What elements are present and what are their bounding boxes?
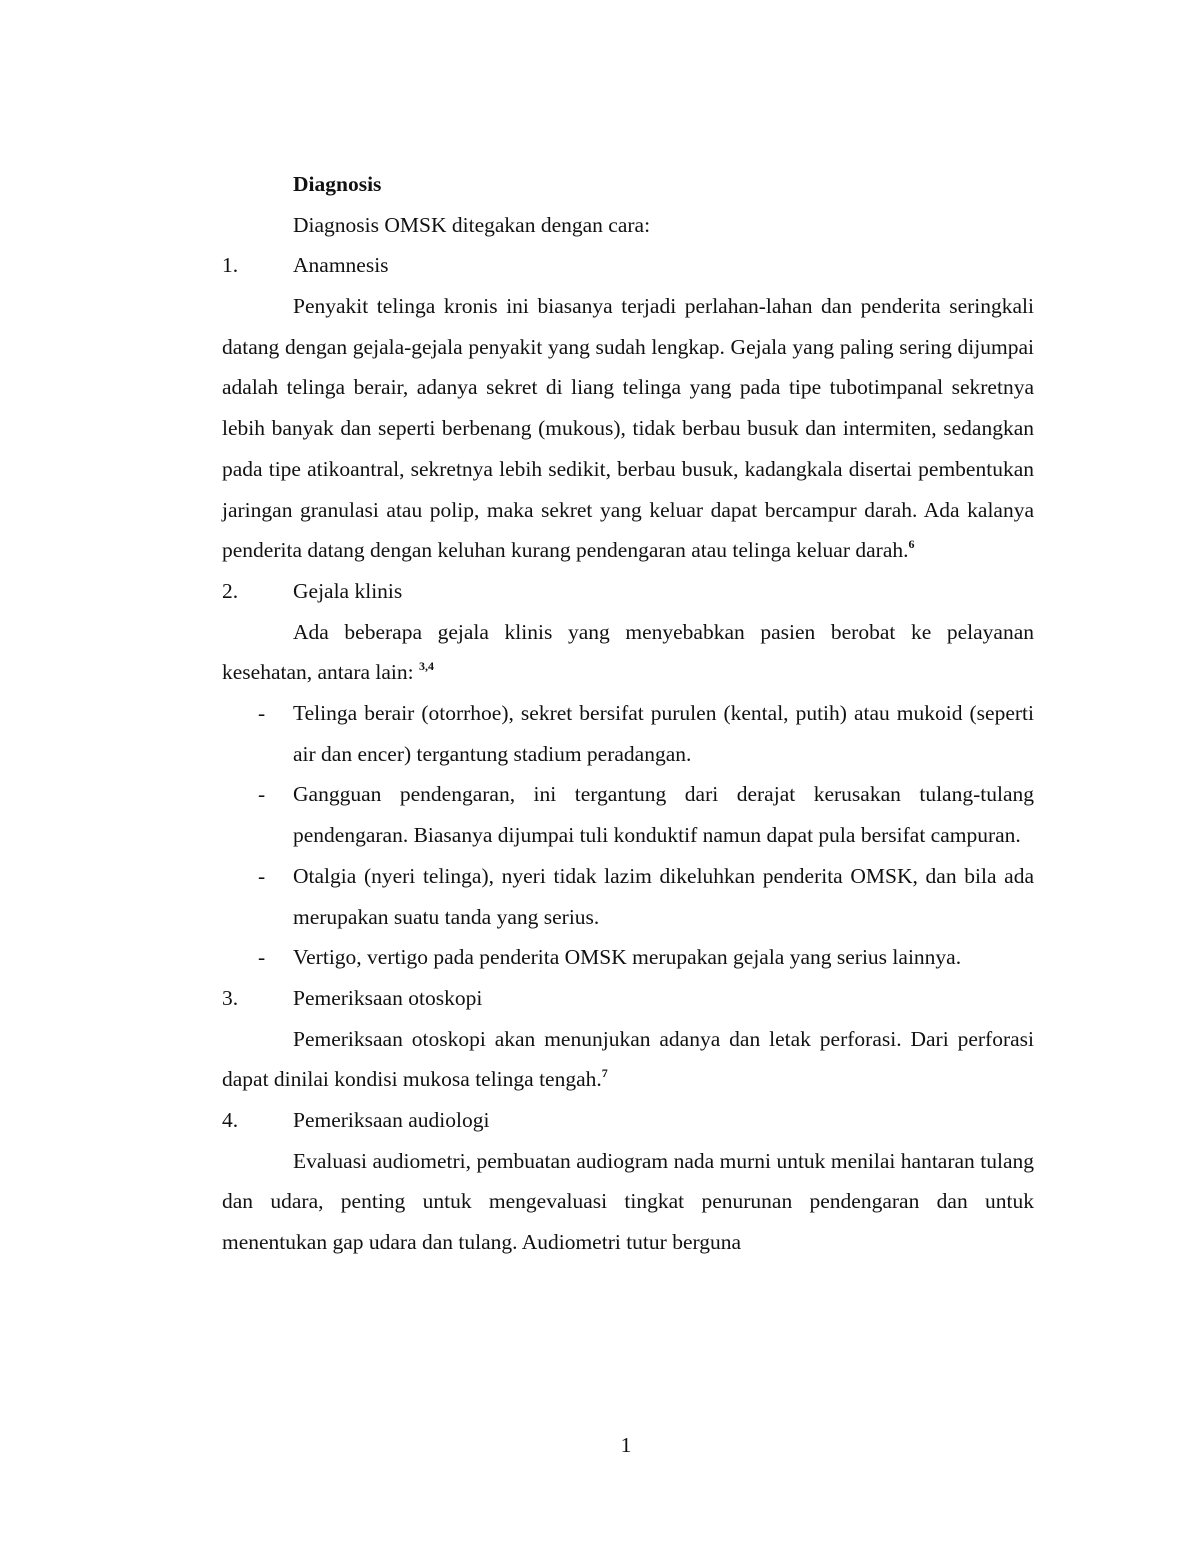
bullet-item [222, 693, 1034, 774]
paragraph-text: Ada beberapa gejala klinis yang menyebabkan pasien berobat ke pelayanan kesehatan, antara lain: [222, 619, 1034, 685]
bullet-dash: - [258, 863, 266, 888]
paragraph-text: Pemeriksaan otoskopi akan menunjukan adanya dan letak perforasi. Dari perforasi dapat dinilai kondisi mukosa telinga tengah. [222, 1026, 1034, 1092]
bullet-item [222, 774, 1034, 855]
item-title: Pemeriksaan otoskopi [293, 986, 483, 1010]
bullet-dash: - [258, 945, 266, 970]
item-title: Pemeriksaan audiologi [293, 1108, 490, 1133]
bullet-text: Vertigo, vertigo pada penderita OMSK merupakan gejala yang serius lainnya. [293, 945, 962, 970]
item-title: Gejala klinis [293, 578, 403, 603]
document-body [222, 164, 1034, 1263]
bullet-dash: - [258, 782, 266, 807]
item-number: 1. [222, 253, 239, 278]
item-title: Anamnesis [293, 253, 389, 278]
paragraph-otoskopi [222, 1019, 1034, 1100]
bullet-dash: - [258, 701, 266, 726]
paragraph-audiologi [222, 1141, 1034, 1263]
section-heading: Diagnosis [293, 172, 382, 196]
bullet-text: Gangguan pendengaran, ini tergantung dari derajat kerusakan tulang-tulang pendengaran. Biasanya dijumpai tuli konduktif namun dapat pula bersifat campuran. [293, 782, 1034, 848]
numbered-item-audiologi [222, 1100, 1034, 1141]
paragraph-text: Penyakit telinga kronis ini biasanya terjadi perlahan-lahan dan penderita seringkali datang dengan gejala-gejala penyakit yang sudah lengkap. Gejala yang paling sering dijumpai adalah telinga berair, adanya sekret di liang telinga yang pada tipe tubotimpanal sekretnya lebih banyak dan seperti berbenang (mukous), tidak berbau busuk dan intermiten, sedangkan pada tipe atikoantral, sekretnya lebih sedikit, berbau busuk, kadangkala disertai pembentukan jaringan granulasi atau polip, maka sekret yang keluar dapat bercampur darah. Ada kalanya penderita datang dengan keluhan kurang pendengaran atau telinga keluar darah. [222, 294, 1034, 563]
paragraph-gejala-klinis [222, 612, 1034, 693]
item-number: 3. [222, 986, 239, 1010]
citation-marker: 6 [908, 537, 915, 552]
paragraph-text: Evaluasi audiometri, pembuatan audiogram nada murni untuk menilai hantaran tulang dan udara, penting untuk mengevaluasi tingkat penurunan pendengaran dan untuk menentukan gap udara dan tulang. Audiometri tutur berguna [222, 1148, 1034, 1255]
bullet-text: Telinga berair (otorrhoe), sekret bersifat purulen (kental, putih) atau mukoid (seperti air dan encer) tergantung stadium peradangan. [293, 701, 1034, 766]
bullet-item [222, 937, 1034, 978]
citation-marker: 3,4 [419, 659, 434, 674]
item-number: 2. [222, 578, 239, 603]
bullet-item [222, 856, 1034, 937]
citation-marker: 7 [601, 1066, 608, 1081]
paragraph-anamnesis [222, 286, 1034, 571]
item-number: 4. [222, 1108, 239, 1133]
numbered-item-anamnesis [222, 245, 1034, 286]
page-number: 1 [620, 1433, 632, 1457]
intro-text: Diagnosis OMSK ditegakan dengan cara: [293, 212, 651, 237]
numbered-item-otoskopi [222, 978, 1034, 1019]
bullet-text: Otalgia (nyeri telinga), nyeri tidak lazim dikeluhkan penderita OMSK, dan bila ada merupakan suatu tanda yang serius. [293, 863, 1034, 929]
numbered-item-gejala-klinis [222, 571, 1034, 612]
